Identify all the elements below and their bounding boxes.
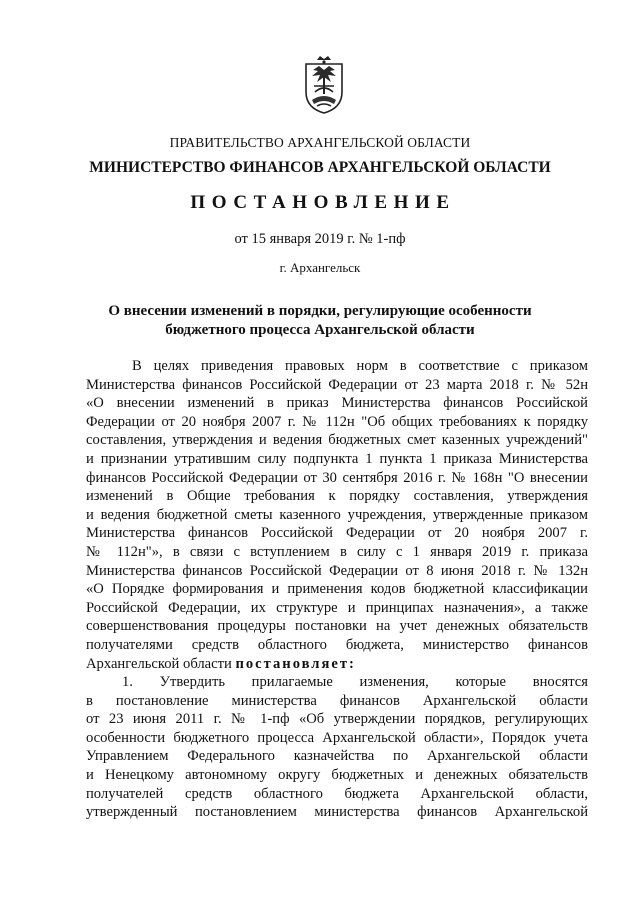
ministry-name: МИНИСТЕРСТВО ФИНАНСОВ АРХАНГЕЛЬСКОЙ ОБЛАСТИ [89, 159, 551, 176]
body-line: и ведения бюджетной сметы казенного учреждения, утвержденные приказом [86, 506, 588, 523]
body-line: Министерства финансов Российской Федерации от 20 ноября 2007 г. [86, 525, 588, 542]
body-line: «О внесении изменений в приказ Министерства финансов Российской [86, 395, 588, 412]
body-line: Министерства финансов Российской Федерации от 23 марта 2018 г. № 52н [86, 376, 588, 393]
body-line: составления, утверждения и ведения бюджетных смет казенных учреждений" [86, 432, 588, 449]
resolution-word: постановляет: [235, 655, 356, 672]
body-line: Российской Федерации, их структуре и принципах назначения», а также [86, 599, 588, 616]
government-name: ПРАВИТЕЛЬСТВО АРХАНГЕЛЬСКОЙ ОБЛАСТИ [169, 135, 471, 150]
item-1-line: в постановление министерства финансов Архангельской области [86, 692, 588, 709]
body-line: получателями средств областного бюджета, министерство финансов [86, 636, 588, 653]
document-body [86, 357, 588, 822]
subject-line-2: бюджетного процесса Архангельской области [165, 322, 475, 338]
body-line: № 112н"», в связи с вступлением в силу с 1 января 2019 г. приказа [86, 543, 588, 560]
body-line-final [86, 655, 588, 674]
body-line: «О Порядке формирования и применения кодов бюджетной классификации [86, 581, 588, 598]
body-line: и признании утратившим силу подпункта 1 пункта 1 приказа Министерства [86, 450, 588, 467]
body-line: Федерации от 20 ноября 2007 г. № 112н "Об общих требованиях к порядку [86, 413, 588, 430]
item-1-line: 1. Утвердить прилагаемые изменения, которые вносятся [122, 674, 588, 691]
body-line: В целях приведения правовых норм в соответствие с приказом [132, 358, 588, 374]
body-line: изменений в Общие требования к порядку составления, утверждения [86, 488, 588, 505]
item-1-line: особенности бюджетного процесса Архангельской области», Порядок учета [86, 729, 588, 746]
item-1-line: и Ненецкому автономному округу бюджетных и денежных обязательств [86, 767, 588, 784]
item-1-line: получателей средств областного бюджета Архангельской области, [86, 785, 588, 802]
date-and-number: от 15 января 2019 г. № 1-пф [234, 231, 406, 247]
document-subject [0, 302, 640, 340]
body-line: финансов Российской Федерации от 30 сентября 2016 г. № 168н "О внесении [86, 469, 588, 486]
coat-of-arms-icon [303, 56, 345, 114]
subject-line-1: О внесении изменений в порядки, регулирующие особенности [108, 303, 532, 319]
final-line-text: Архангельской области [86, 655, 236, 672]
item-1-line: Управлением Федерального казначейства по Архангельской области [86, 748, 588, 765]
body-line: Министерства финансов Российской Федерации от 8 июня 2018 г. № 132н [86, 562, 588, 579]
body-line: совершенствования процедуры постановки на учет денежных обязательств [86, 618, 588, 635]
item-1-line: утвержденный постановлением министерства финансов Архангельской [86, 804, 588, 821]
city-name: г. Архангельск [279, 260, 361, 275]
document-type-heading: ПОСТАНОВЛЕНИЕ [190, 192, 456, 213]
item-1-line: от 23 июня 2011 г. № 1-пф «Об утверждении порядков, регулирующих [86, 711, 588, 728]
